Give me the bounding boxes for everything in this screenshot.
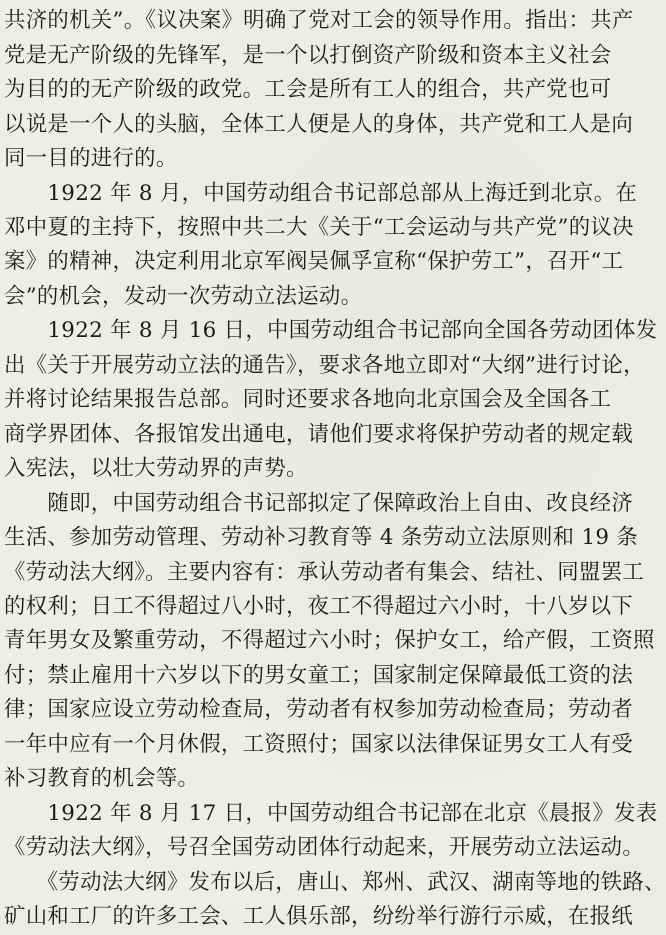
text-line: 《劳动法大纲》发布以后，唐山、郑州、武汉、湖南等地的铁路、 bbox=[4, 870, 666, 895]
text-line: 补习教育的机会等。 bbox=[4, 766, 200, 791]
text-line: 同一目的进行的。 bbox=[4, 146, 178, 171]
text-line: 付；禁止雇用十六岁以下的男女童工；国家制定保障最低工资的法 bbox=[4, 663, 634, 688]
text-line: 1922 年 8 月 17 日，中国劳动组合书记部在北京《晨报》发表 bbox=[4, 801, 658, 826]
text-line: 青年男女及繁重劳动，不得超过六小时；保护女工，给产假，工资照 bbox=[4, 628, 655, 653]
text-line: 生活、参加劳动管理、劳动补习教育等 4 条劳动立法原则和 19 条 bbox=[4, 525, 639, 550]
text-line: 为目的的无产阶级的政党。工会是所有工人的组合，共产党也可 bbox=[4, 77, 612, 102]
text-line: 案》的精神，决定利用北京军阀吴佩孚宣称“保护劳工”，召开“工 bbox=[4, 249, 624, 274]
text-line: 入宪法，以壮大劳动界的声势。 bbox=[4, 456, 308, 481]
text-line: 一年中应有一个月休假，工资照付；国家以法律保证男女工人有受 bbox=[4, 732, 634, 757]
text-line: 随即，中国劳动组合书记部拟定了保障政治上自由、改良经济 bbox=[4, 491, 634, 516]
text-line: 会”的机会，发动一次劳动立法运动。 bbox=[4, 284, 363, 309]
text-line: 《劳动法大纲》。主要内容有：承认劳动者有集会、结社、同盟罢工 bbox=[4, 560, 645, 585]
text-line: 《劳动法大纲》，号召全国劳动团体行动起来，开展劳动立法运动。 bbox=[4, 835, 645, 860]
text-line: 律；国家应设立劳动检查局，劳动者有权参加劳动检查局；劳动者 bbox=[4, 697, 634, 722]
text-line: 1922 年 8 月，中国劳动组合书记部总部从上海迁到北京。在 bbox=[4, 181, 638, 206]
text-line: 党是无产阶级的先锋军，是一个以打倒资产阶级和资本主义社会 bbox=[4, 43, 612, 68]
text-line: 矿山和工厂的许多工会、工人俱乐部，纷纷举行游行示威，在报纸 bbox=[4, 904, 634, 929]
text-line: 的权利；日工不得超过八小时，夜工不得超过六小时，十八岁以下 bbox=[4, 594, 634, 619]
text-line: 共济的机关”。《议决案》明确了党对工会的领导作用。指出：共产 bbox=[4, 8, 634, 33]
text-line: 并将讨论结果报告总部。同时还要求各地向北京国会及全国各工 bbox=[4, 387, 612, 412]
text-line: 商学界团体、各报馆发出通电，请他们要求将保护劳动者的规定载 bbox=[4, 422, 634, 447]
text-line: 1922 年 8 月 16 日，中国劳动组合书记部向全国各劳动团体发 bbox=[4, 318, 658, 343]
text-line: 邓中夏的主持下，按照中共二大《关于“工会运动与共产党”的议决 bbox=[4, 215, 634, 240]
text-line: 出《关于开展劳动立法的通告》，要求各地立即对“大纲”进行讨论， bbox=[4, 353, 645, 378]
text-line: 以说是一个人的头脑，全体工人便是人的身体，共产党和工人是向 bbox=[4, 112, 634, 137]
